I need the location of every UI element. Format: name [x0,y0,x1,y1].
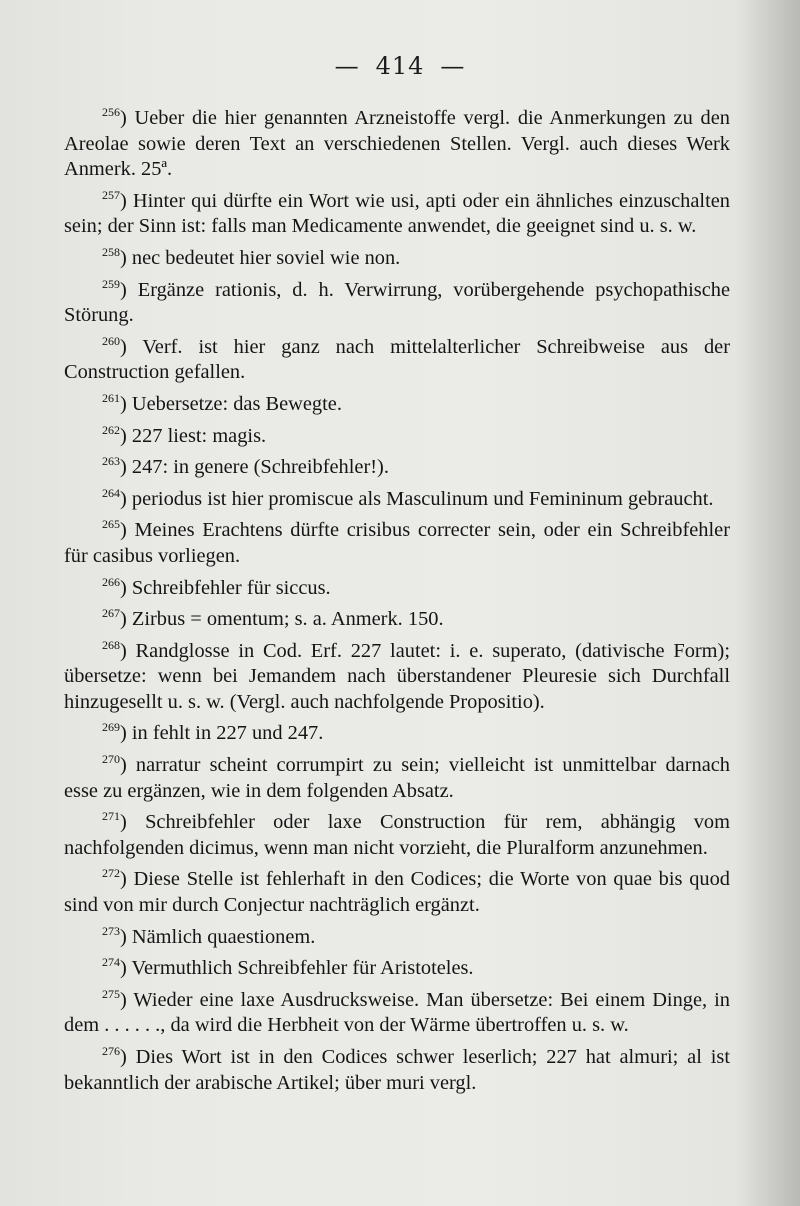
footnote-number: 274 [102,955,120,970]
footnote-number: 259 [102,276,120,291]
footnote-text: ) Diese Stelle ist fehlerhaft in den Codices; die Worte von quae bis quod sind von mir durch Conjectur nachträglich ergänzt. [64,868,730,917]
page-number: 414 [375,52,425,80]
footnote-text: ) Schreibfehler für siccus. [120,576,331,599]
footnote-text: ) Dies Wort ist in den Codices schwer leserlich; 227 hat almuri; al ist bekanntlich der arabische Artikel; über muri vergl. [64,1046,730,1094]
footnote [64,272,730,329]
footnote-number: 258 [102,244,120,259]
footnote-number: 269 [102,720,120,735]
footnote-text: ) narratur scheint corrumpirt zu sein; vielleicht ist unmittelbar darnach esse zu ergänzen, wie in dem folgenden Absatz. [64,754,730,802]
footnote-number: 261 [102,390,120,405]
footnote-text: ) in fehlt in 227 und 247. [120,722,324,745]
footnote-text: ) Wieder eine laxe Ausdrucksweise. Man übersetze: Bei einem Dinge, in dem . . . . . ., da wird die Herbheit von der Wärme übertroffen u. s. w. [64,988,730,1037]
footnote-text: ) 227 liest: magis. [120,424,267,447]
footnote-text: ) Schreibfehler oder laxe Construction für rem, abhängig vom nachfolgenden dicimus, wenn man nicht vorzieht, die Pluralform anzunehmen. [64,811,730,859]
footnote-text: ) Ueber die hier genannten Arzneistoffe vergl. die Anmerkungen zu den Areolae sowie deren Text an verschiedenen Stellen. Vergl. auch dieses Werk Anmerk. 25ª. [64,107,730,181]
footnote-text: ) Vermuthlich Schreibfehler für Aristoteles. [120,957,474,980]
footnote-number: 262 [102,422,120,437]
footnote-number: 260 [102,333,120,348]
header-dash-right: — [440,52,466,80]
footnote-number: 270 [102,752,120,767]
footnote [64,919,730,951]
footnote-text: ) nec bedeutet hier soviel wie non. [120,246,401,269]
footnote-number: 275 [102,986,120,1001]
footnote [64,100,730,183]
footnote [64,512,730,569]
footnote [64,715,730,747]
footnote [64,418,730,450]
footnote-text: ) periodus ist hier promiscue als Masculinum und Femininum gebraucht. [120,487,714,510]
footnote [64,633,730,716]
footnote [64,449,730,481]
footnote-number: 256 [102,105,120,119]
footnote-number: 257 [102,187,120,202]
footnote [64,950,730,982]
footnote-number: 271 [102,809,120,824]
footnote-number: 267 [102,606,120,621]
page-header [0,52,800,80]
footnote [64,183,730,240]
footnote [64,329,730,386]
footnote [64,1039,730,1096]
footnote-number: 264 [102,485,120,500]
footnote [64,386,730,418]
footnote-text: ) Hinter qui dürfte ein Wort wie usi, apti oder ein ähnliches einzuschalten sein; der Sinn ist: falls man Medicamente anwendet, die geeignet sind u. s. w. [64,189,730,238]
footnote [64,601,730,633]
footnote [64,570,730,602]
footnote-text: ) Uebersetze: das Bewegte. [120,392,342,415]
footnote-text: ) Randglosse in Cod. Erf. 227 lautet: i. e. superato, (dativische Form); übersetze: wenn bei Jemandem nach überstandener Pleuresie sich Durchfall hinzugesellt u. s. w. (Vergl. auch nachfolgende Propositio). [64,639,730,713]
footnote-text: ) 247: in genere (Schreibfehler!). [120,456,389,479]
footnote [64,804,730,861]
footnote [64,481,730,513]
footnote-text: ) Ergänze rationis, d. h. Verwirrung, vorübergehende psychopathische Störung. [64,278,730,327]
footnote-number: 276 [102,1044,120,1058]
footnote-text: ) Verf. ist hier ganz nach mittelalterlicher Schreibweise aus der Construction gefallen. [64,335,730,384]
footnotes-list [64,100,730,1096]
footnote-number: 263 [102,454,120,469]
footnote-text: ) Zirbus = omentum; s. a. Anmerk. 150. [120,608,444,631]
footnote-number: 266 [102,574,120,589]
footnote-number: 272 [102,866,120,881]
header-dash-left: — [334,52,360,80]
footnote-number: 273 [102,923,120,938]
footnote-number: 265 [102,517,120,532]
footnote [64,747,730,804]
footnote [64,240,730,272]
footnote [64,861,730,918]
footnote-number: 268 [102,637,120,652]
footnote-text: ) Nämlich quaestionem. [120,925,316,948]
footnote-text: ) Meines Erachtens dürfte crisibus correcter sein, oder ein Schreibfehler für casibus vorliegen. [64,519,730,567]
footnote [64,982,730,1039]
